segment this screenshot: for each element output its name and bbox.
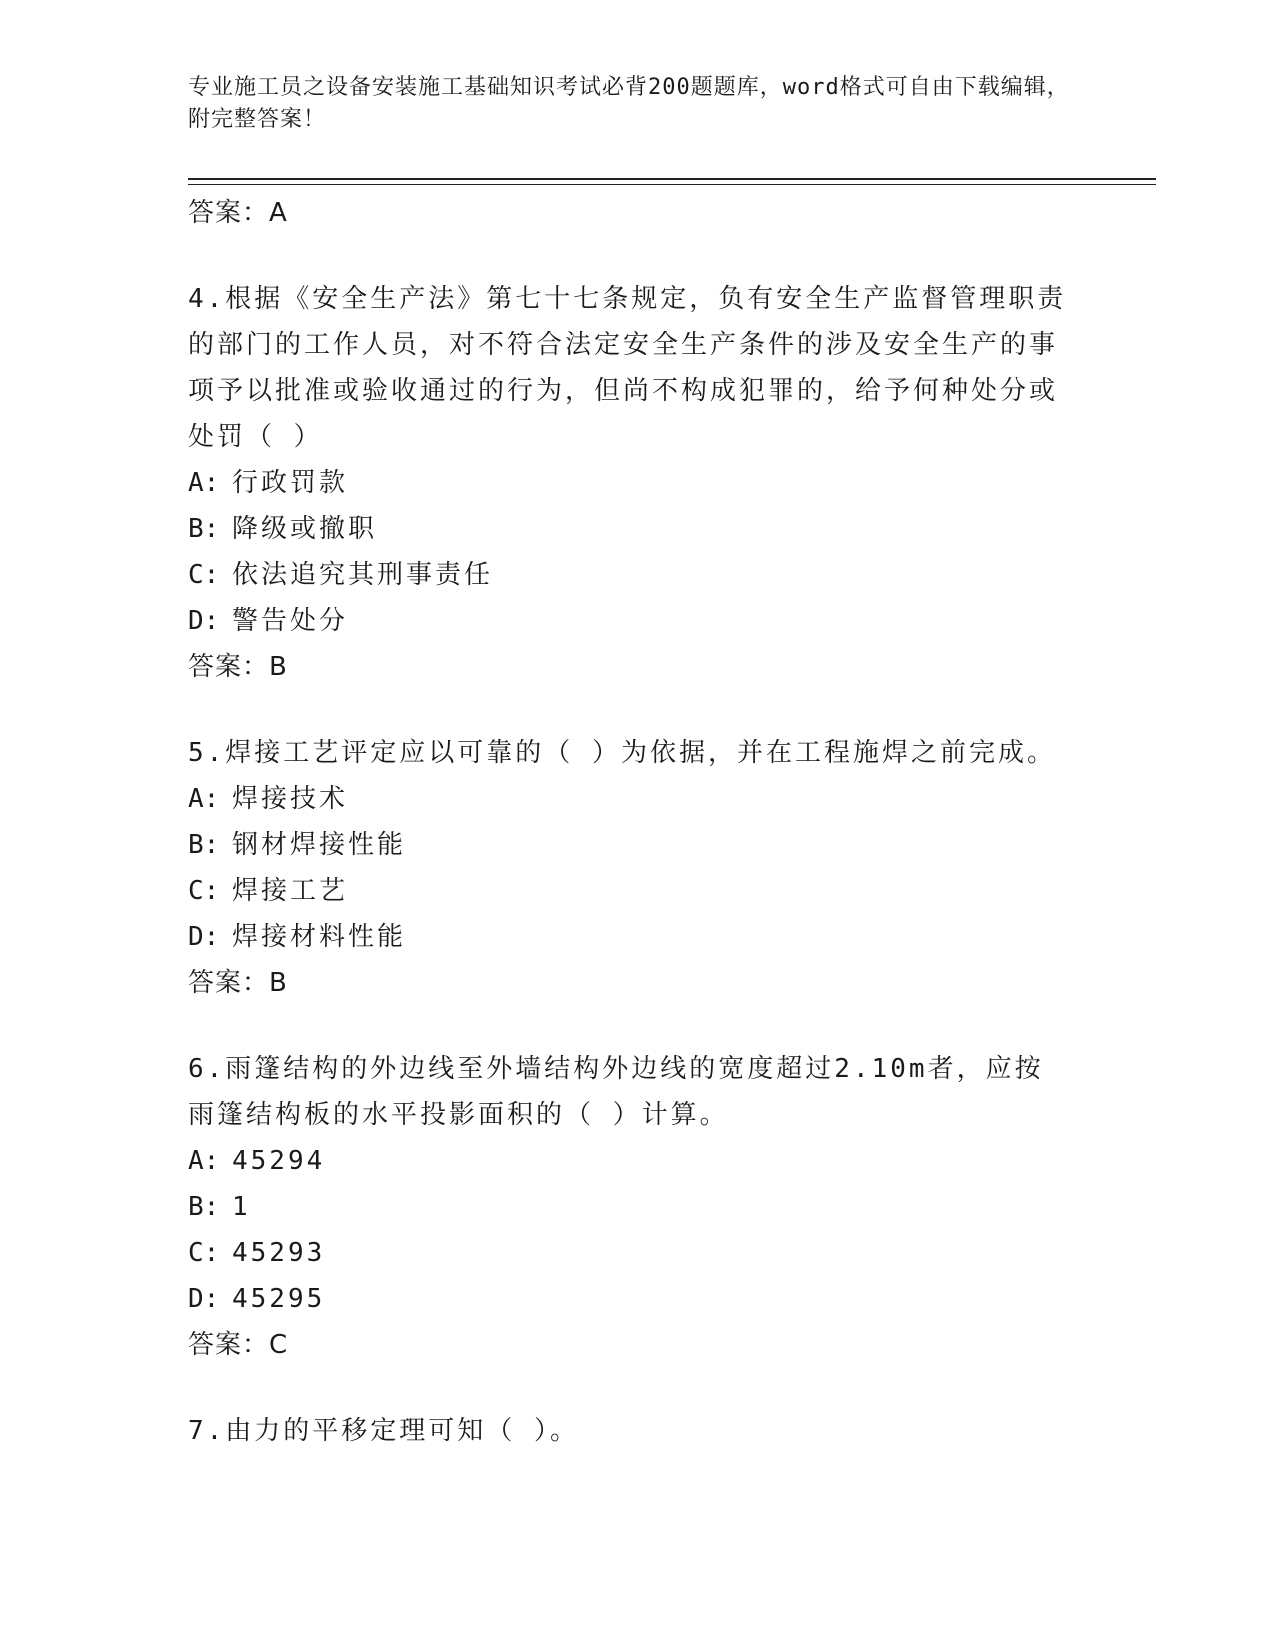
option-c (188, 868, 1068, 914)
option-letter: A: (188, 1146, 220, 1176)
option-a (188, 460, 1068, 506)
header-divider-thick (188, 178, 1156, 180)
document-header (188, 72, 1088, 136)
option-a (188, 1138, 1068, 1184)
option-d (188, 598, 1068, 644)
question-6 (188, 1046, 1068, 1368)
question-4 (188, 276, 1068, 690)
option-letter: C: (188, 1238, 220, 1268)
answer-line: 答案：B (188, 652, 288, 682)
option-c (188, 1230, 1068, 1276)
option-letter: B: (188, 830, 220, 860)
header-divider-thin (188, 184, 1156, 185)
option-text: 依法追究其刑事责任 (232, 560, 494, 590)
question-7 (188, 1408, 1068, 1454)
option-letter: A: (188, 468, 220, 498)
option-letter: D: (188, 606, 220, 636)
option-b (188, 1184, 1068, 1230)
option-a (188, 776, 1068, 822)
question-stem: 4.根据《安全生产法》第七十七条规定，负有安全生产监督管理职责的部门的工作人员，对不符合法定安全生产条件的涉及安全生产的事项予以批准或验收通过的行为，但尚不构成犯罪的，给予何种处分或处罚（ ） (188, 284, 1067, 452)
option-text: 警告处分 (232, 606, 349, 636)
option-b (188, 506, 1068, 552)
option-b (188, 822, 1068, 868)
option-text: 焊接工艺 (232, 876, 349, 906)
option-text: 45295 (232, 1284, 326, 1314)
option-letter: B: (188, 514, 220, 544)
question-stem: 5.焊接工艺评定应以可靠的（ ）为依据，并在工程施焊之前完成。 (188, 738, 1056, 768)
option-text: 焊接材料性能 (232, 922, 407, 952)
option-text: 钢材焊接性能 (232, 830, 407, 860)
option-letter: C: (188, 560, 220, 590)
option-letter: A: (188, 784, 220, 814)
option-text: 45294 (232, 1146, 326, 1176)
option-letter: B: (188, 1192, 220, 1222)
answer-line: 答案：A (188, 198, 288, 228)
option-c (188, 552, 1068, 598)
option-text: 降级或撤职 (232, 514, 378, 544)
option-d (188, 914, 1068, 960)
option-letter: D: (188, 1284, 220, 1314)
option-text: 1 (232, 1192, 251, 1222)
document-title: 专业施工员之设备安装施工基础知识考试必背200题题库，word格式可自由下载编辑，附完整答案！ (188, 75, 1070, 132)
answer-line: 答案：C (188, 1330, 289, 1360)
document-body (188, 190, 1068, 1454)
option-text: 45293 (232, 1238, 326, 1268)
option-letter: D: (188, 922, 220, 952)
option-d (188, 1276, 1068, 1322)
option-text: 焊接技术 (232, 784, 349, 814)
question-stem: 6.雨篷结构的外边线至外墙结构外边线的宽度超过2.10m者，应按雨篷结构板的水平投影面积的（ ）计算。 (188, 1054, 1044, 1130)
question-5 (188, 730, 1068, 1006)
option-letter: C: (188, 876, 220, 906)
option-text: 行政罚款 (232, 468, 349, 498)
question-stem: 7.由力的平移定理可知（ ）。 (188, 1416, 579, 1446)
answer-line: 答案：B (188, 968, 288, 998)
